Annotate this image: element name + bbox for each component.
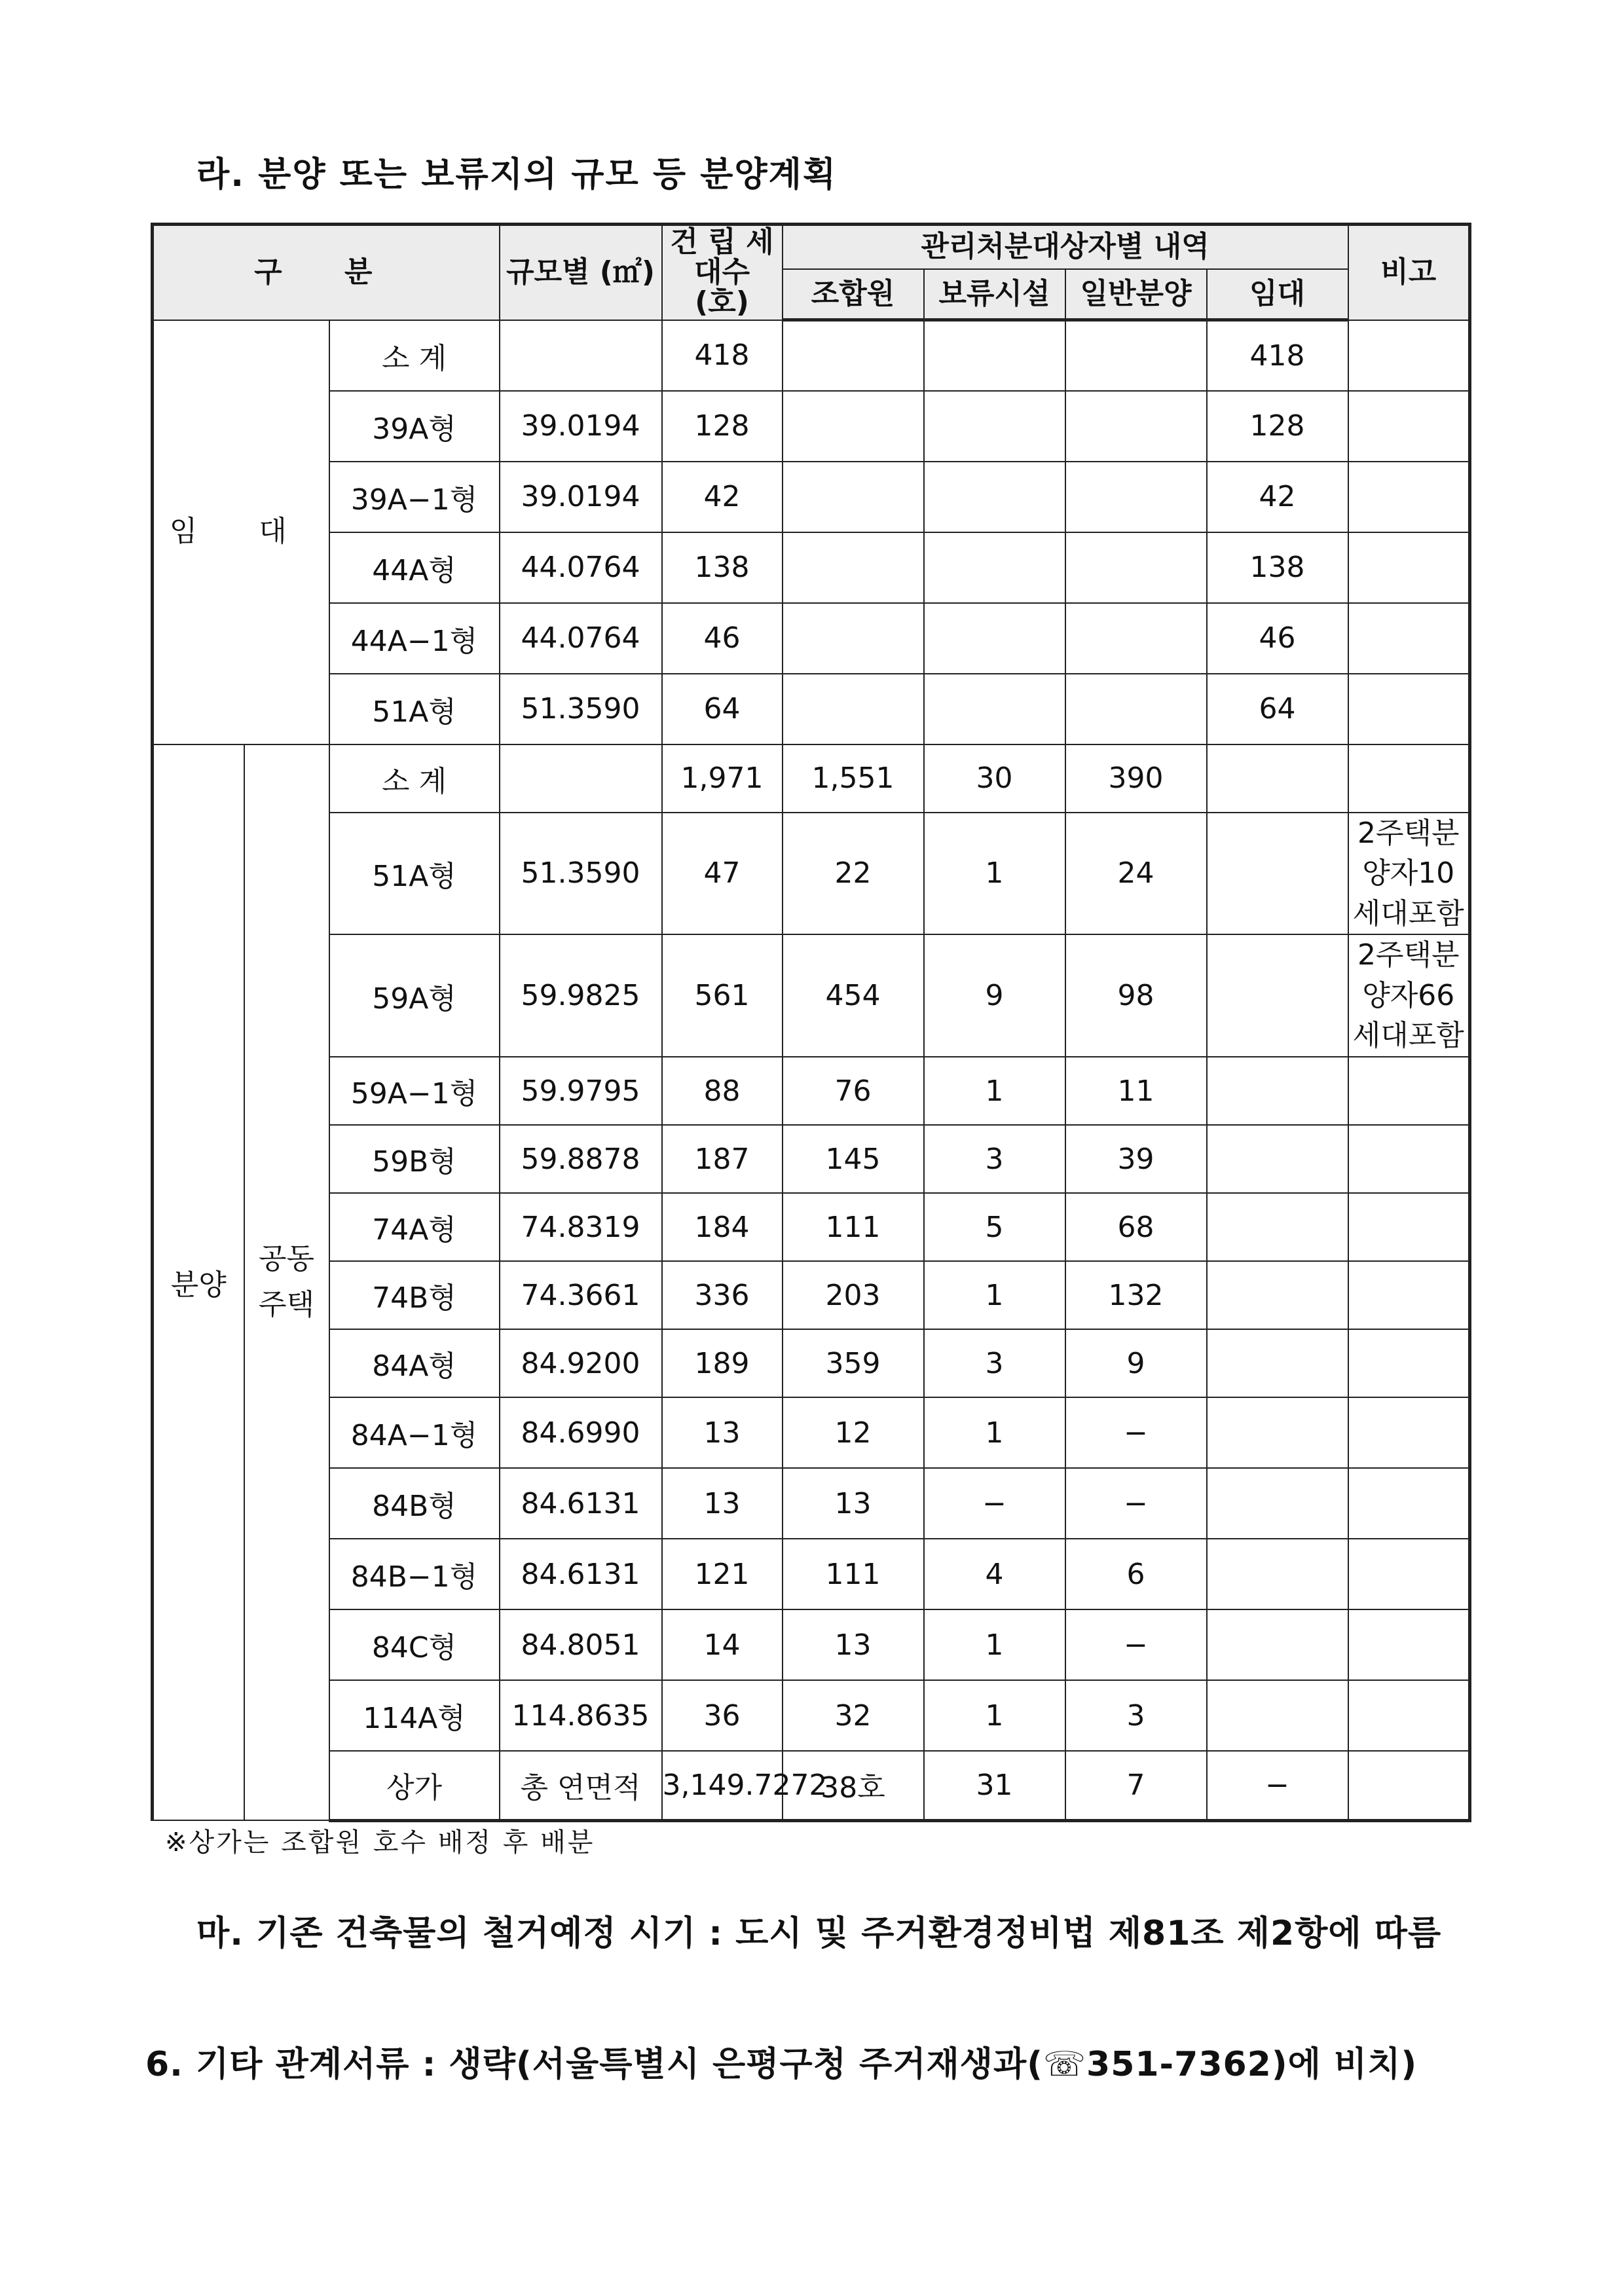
row-general: 390 (1065, 744, 1207, 813)
row-remarks (1348, 462, 1470, 532)
row-type: 59A−1형 (329, 1057, 500, 1125)
row-size: 44.0764 (500, 603, 662, 674)
row-general: 132 (1065, 1261, 1207, 1329)
row-member (783, 320, 924, 391)
row-remarks (1348, 532, 1470, 603)
row-remarks (1348, 1193, 1470, 1261)
row-general (1065, 462, 1207, 532)
row-member: 359 (783, 1329, 924, 1397)
row-type: 44A형 (329, 532, 500, 603)
sale-plan-table (151, 223, 1471, 1822)
row-member: 31 (924, 1751, 1065, 1820)
row-units: 46 (662, 603, 783, 674)
row-size: 84.9200 (500, 1329, 662, 1397)
table-row (153, 674, 1470, 744)
row-member: 32 (783, 1680, 924, 1751)
row-rental (1207, 744, 1348, 813)
row-rental: 46 (1207, 603, 1348, 674)
row-remarks (1348, 391, 1470, 462)
row-units: 47 (662, 813, 783, 935)
row-type: 84B형 (329, 1468, 500, 1539)
row-units: 42 (662, 462, 783, 532)
row-general: 11 (1065, 1057, 1207, 1125)
row-size: 84.6131 (500, 1468, 662, 1539)
row-units: 121 (662, 1539, 783, 1609)
row-size: 84.6990 (500, 1397, 662, 1468)
row-remarks (1348, 1468, 1470, 1539)
row-units: 138 (662, 532, 783, 603)
row-type: 소 계 (329, 320, 500, 391)
row-type: 84B−1형 (329, 1539, 500, 1609)
row-size (500, 320, 662, 391)
row-rental (1207, 1539, 1348, 1609)
table-row (153, 603, 1470, 674)
row-general (1065, 603, 1207, 674)
row-type: 84A−1형 (329, 1397, 500, 1468)
row-units: 36 (662, 1680, 783, 1751)
section-heading-6: 6. 기타 관계서류 : 생략(서울특별시 은평구청 주거재생과(☏351-7362)에 비치) (145, 2045, 1418, 2084)
row-size (500, 744, 662, 813)
row-units: 187 (662, 1125, 783, 1193)
table-row (153, 1751, 1470, 1820)
table-row (153, 532, 1470, 603)
row-member (783, 674, 924, 744)
row-type: 114A형 (329, 1680, 500, 1751)
row-general: − (1065, 1397, 1207, 1468)
sale-group-label: 분양 (153, 744, 244, 1821)
row-size: 39.0194 (500, 391, 662, 462)
row-reserve: 1 (924, 1397, 1065, 1468)
row-remarks (1348, 1329, 1470, 1397)
header-gubun: 구 분 (153, 225, 500, 320)
row-member: 203 (783, 1261, 924, 1329)
row-general (1065, 391, 1207, 462)
row-general: 98 (1065, 934, 1207, 1057)
row-rental (1207, 1680, 1348, 1751)
table-header (153, 225, 1470, 320)
row-remarks (1348, 1397, 1470, 1468)
row-size: 3,149.7272 (662, 1751, 783, 1820)
section-heading-ma: 마. 기존 건축물의 철거예정 시기 : 도시 및 주거환경정비법 제81조 제2항에 따름 (196, 1914, 1442, 1953)
table-row (153, 320, 1470, 391)
row-general: 3 (1065, 1680, 1207, 1751)
row-member: 111 (783, 1193, 924, 1261)
row-type: 44A−1형 (329, 603, 500, 674)
row-reserve: 7 (1065, 1751, 1207, 1820)
row-member: 145 (783, 1125, 924, 1193)
row-reserve: 4 (924, 1539, 1065, 1609)
header-remarks: 비고 (1348, 225, 1470, 320)
row-size: 84.8051 (500, 1609, 662, 1680)
row-reserve (924, 320, 1065, 391)
row-rental: 418 (1207, 320, 1348, 391)
row-size: 39.0194 (500, 462, 662, 532)
row-rental (1207, 813, 1348, 935)
row-type: 51A형 (329, 813, 500, 935)
table-row (153, 813, 1470, 935)
row-type: 74A형 (329, 1193, 500, 1261)
row-reserve (924, 603, 1065, 674)
row-rental: 64 (1207, 674, 1348, 744)
row-units: 418 (662, 320, 783, 391)
row-member: 13 (783, 1609, 924, 1680)
row-reserve: 9 (924, 934, 1065, 1057)
row-type: 74B형 (329, 1261, 500, 1329)
row-general: 6 (1065, 1539, 1207, 1609)
table-row (153, 462, 1470, 532)
commercial-group-label: 상가 (329, 1751, 500, 1820)
row-remarks (1348, 603, 1470, 674)
row-size: 114.8635 (500, 1680, 662, 1751)
row-reserve: 1 (924, 1680, 1065, 1751)
row-reserve: 1 (924, 1609, 1065, 1680)
row-rental (1207, 934, 1348, 1057)
table-row (153, 1329, 1470, 1397)
row-rental: 138 (1207, 532, 1348, 603)
row-reserve: 1 (924, 1261, 1065, 1329)
row-size: 51.3590 (500, 674, 662, 744)
row-units: 38호 (783, 1751, 924, 1820)
row-rental (1207, 1468, 1348, 1539)
row-remarks (1348, 674, 1470, 744)
row-units: 184 (662, 1193, 783, 1261)
table-row (153, 1680, 1470, 1751)
table-row (153, 1125, 1470, 1193)
row-size: 44.0764 (500, 532, 662, 603)
row-remarks (1348, 744, 1470, 813)
table-row (153, 1468, 1470, 1539)
row-general: 68 (1065, 1193, 1207, 1261)
row-units: 13 (662, 1397, 783, 1468)
row-member: 76 (783, 1057, 924, 1125)
rental-group-label: 임 대 (153, 320, 329, 744)
row-reserve: 1 (924, 813, 1065, 935)
row-member: 111 (783, 1539, 924, 1609)
row-general: − (1207, 1751, 1348, 1820)
row-reserve: 3 (924, 1125, 1065, 1193)
section-heading-ra: 라. 분양 또는 보류지의 규모 등 분양계획 (196, 155, 838, 194)
row-reserve: 30 (924, 744, 1065, 813)
row-type: 59A형 (329, 934, 500, 1057)
row-remarks (1348, 320, 1470, 391)
row-general: 39 (1065, 1125, 1207, 1193)
row-rental (1207, 1125, 1348, 1193)
row-type: 59B형 (329, 1125, 500, 1193)
row-units: 64 (662, 674, 783, 744)
row-remarks (1348, 1680, 1470, 1751)
row-size: 59.8878 (500, 1125, 662, 1193)
row-reserve (924, 462, 1065, 532)
row-general (1065, 532, 1207, 603)
row-general: − (1065, 1468, 1207, 1539)
header-size: 규모별 (㎡) (500, 225, 662, 320)
row-rental (1207, 1329, 1348, 1397)
row-units: 336 (662, 1261, 783, 1329)
row-member: 454 (783, 934, 924, 1057)
header-units: 건 립 세대수 (호) (662, 225, 783, 320)
header-breakdown: 관리처분대상자별 내역 (783, 225, 1348, 269)
row-reserve: 5 (924, 1193, 1065, 1261)
commercial-note: ※상가는 조합원 호수 배정 후 배분 (165, 1827, 595, 1858)
header-reserve: 보류시설 (924, 269, 1065, 320)
table-row (153, 391, 1470, 462)
row-rental (1348, 1751, 1470, 1820)
row-reserve: 1 (924, 1057, 1065, 1125)
row-size: 74.3661 (500, 1261, 662, 1329)
header-member: 조합원 (783, 269, 924, 320)
table-row (153, 1397, 1470, 1468)
row-rental (1207, 1057, 1348, 1125)
row-rental: 128 (1207, 391, 1348, 462)
row-member: 1,551 (783, 744, 924, 813)
table-row (153, 744, 1470, 813)
row-type: 84C형 (329, 1609, 500, 1680)
row-general (1065, 320, 1207, 391)
row-member (783, 462, 924, 532)
header-rental: 임대 (1207, 269, 1348, 320)
row-units: 128 (662, 391, 783, 462)
row-reserve (924, 391, 1065, 462)
row-general: − (1065, 1609, 1207, 1680)
table-row (153, 1609, 1470, 1680)
table-row (153, 1261, 1470, 1329)
row-remarks: 2주택분양자10세대포함 (1348, 813, 1470, 935)
row-member (783, 391, 924, 462)
row-rental (1207, 1397, 1348, 1468)
row-type: 총 연면적 (500, 1751, 662, 1820)
row-member (783, 532, 924, 603)
row-rental: 42 (1207, 462, 1348, 532)
apartment-group-label: 공동 주택 (244, 744, 329, 1821)
row-units: 14 (662, 1609, 783, 1680)
row-size: 59.9795 (500, 1057, 662, 1125)
row-member: 12 (783, 1397, 924, 1468)
row-units: 88 (662, 1057, 783, 1125)
row-units: 189 (662, 1329, 783, 1397)
row-type: 51A형 (329, 674, 500, 744)
row-general: 9 (1065, 1329, 1207, 1397)
row-reserve: 3 (924, 1329, 1065, 1397)
table-row (153, 1539, 1470, 1609)
row-type: 84A형 (329, 1329, 500, 1397)
row-general: 24 (1065, 813, 1207, 935)
row-rental (1207, 1261, 1348, 1329)
row-remarks: 2주택분양자66세대포함 (1348, 934, 1470, 1057)
row-rental (1207, 1193, 1348, 1261)
row-remarks (1348, 1261, 1470, 1329)
row-member: 13 (783, 1468, 924, 1539)
header-general: 일반분양 (1065, 269, 1207, 320)
row-size: 74.8319 (500, 1193, 662, 1261)
row-remarks (1348, 1609, 1470, 1680)
row-reserve: − (924, 1468, 1065, 1539)
row-member: 22 (783, 813, 924, 935)
row-reserve (924, 674, 1065, 744)
row-member (783, 603, 924, 674)
row-type: 39A−1형 (329, 462, 500, 532)
row-size: 84.6131 (500, 1539, 662, 1609)
row-type: 39A형 (329, 391, 500, 462)
row-rental (1207, 1609, 1348, 1680)
row-remarks (1348, 1057, 1470, 1125)
row-size: 51.3590 (500, 813, 662, 935)
row-units: 561 (662, 934, 783, 1057)
row-remarks (1348, 1539, 1470, 1609)
table-row (153, 1193, 1470, 1261)
row-size: 59.9825 (500, 934, 662, 1057)
table-row (153, 1057, 1470, 1125)
table-row (153, 934, 1470, 1057)
row-reserve (924, 532, 1065, 603)
row-remarks (1348, 1125, 1470, 1193)
row-type: 소 계 (329, 744, 500, 813)
row-units: 13 (662, 1468, 783, 1539)
row-general (1065, 674, 1207, 744)
row-units: 1,971 (662, 744, 783, 813)
